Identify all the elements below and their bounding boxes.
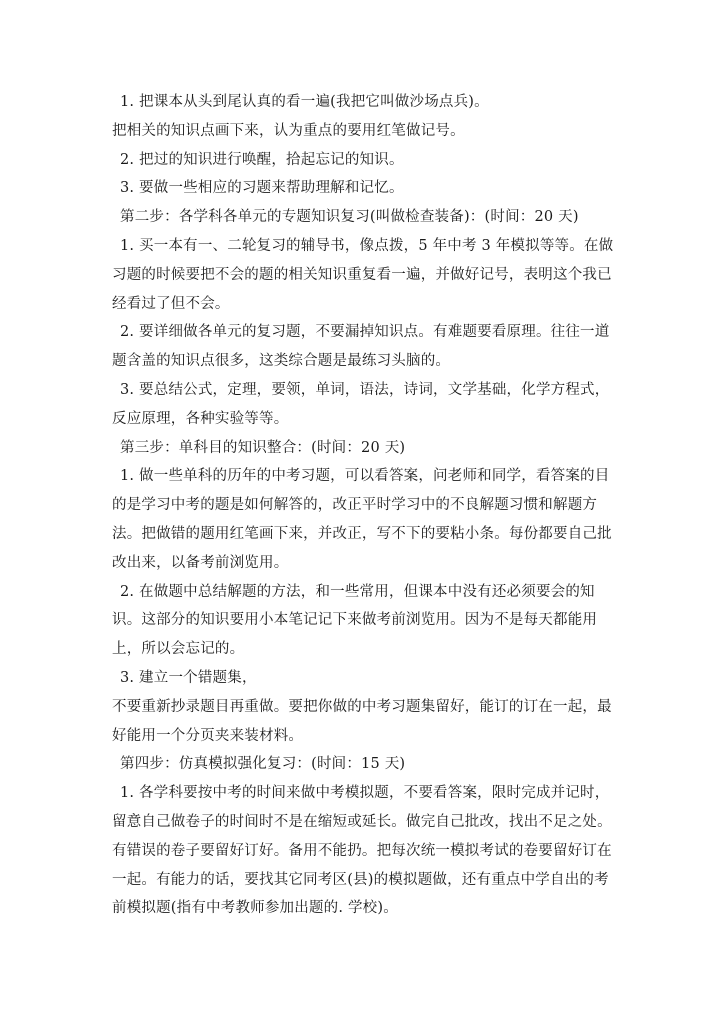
document-body	[112, 88, 620, 923]
paragraph-text: 不要重新抄录题目再重做。要把你做的中考习题集留好，能订的订在一起，最好能用一个分页夹来装材料。	[112, 698, 612, 744]
paragraph-item: 3. 要做一些相应的习题来帮助理解和记忆。	[120, 180, 404, 197]
paragraph-item: 3. 建立一个错题集，	[120, 669, 257, 686]
paragraph-item: 3. 要总结公式，定理，要领，单词，语法，诗词，文学基础，化学方程式，反应原理，各种实验等等。	[112, 381, 610, 427]
paragraph-item: 1. 做一些单科的历年的中考习题，可以看答案，问老师和同学，看答案的目的是学习中考的题是如何解答的，改正平时学习中的不良解题习惯和解题方法。把做错的题用红笔画下来，并改正，写不下的要粘小条。每份都要自己批改出来，以备考前浏览用。	[112, 468, 612, 571]
paragraph-text: 把相关的知识点画下来，认为重点的要用红笔做记号。	[112, 122, 465, 139]
step-heading: 第四步：仿真模拟强化复习：(时间：15 天)	[120, 756, 406, 773]
step-heading: 第二步：各学科各单元的专题知识复习(叫做检查装备)：(时间：20 天)	[120, 209, 579, 226]
paragraph-item: 1. 各学科要按中考的时间来做中考模拟题，不要看答案，限时完成并记时，留意自己做卷子的时间时不是在缩短或延长。做完自己批改，找出不足之处。有错误的卷子要留好订好。备用不能扔。把每次统一模拟考试的卷要留好订在一起。有能力的话，要找其它同考区(县)的模拟题做，还有重点中学自出的考前模拟题(指有中考教师参加出题的. 学校)。	[112, 785, 612, 917]
paragraph-item: 1. 把课本从头到尾认真的看一遍(我把它叫做沙场点兵)。	[120, 94, 489, 110]
paragraph-item: 1. 买一本有一、二轮复习的辅导书，像点拨，5 年中考 3 年模拟等等。在做习题的时候要把不会的题的相关知识重复看一遍，并做好记号，表明这个我已经看过了但不会。	[112, 237, 614, 312]
paragraph-item: 2. 要详细做各单元的复习题，不要漏掉知识点。有难题要看原理。往往一道题含盖的知识点很多，这类综合题是最练习头脑的。	[112, 324, 610, 370]
paragraph-item: 2. 把过的知识进行唤醒，拾起忘记的知识。	[120, 151, 404, 168]
step-heading: 第三步：单科目的知识整合：(时间：20 天)	[120, 439, 406, 456]
paragraph-item: 2. 在做题中总结解题的方法，和一些常用，但课本中没有还必须要会的知识。这部分的知识要用小本笔记记下来做考前浏览用。因为不是每天都能用上，所以会忘记的。	[112, 583, 598, 658]
